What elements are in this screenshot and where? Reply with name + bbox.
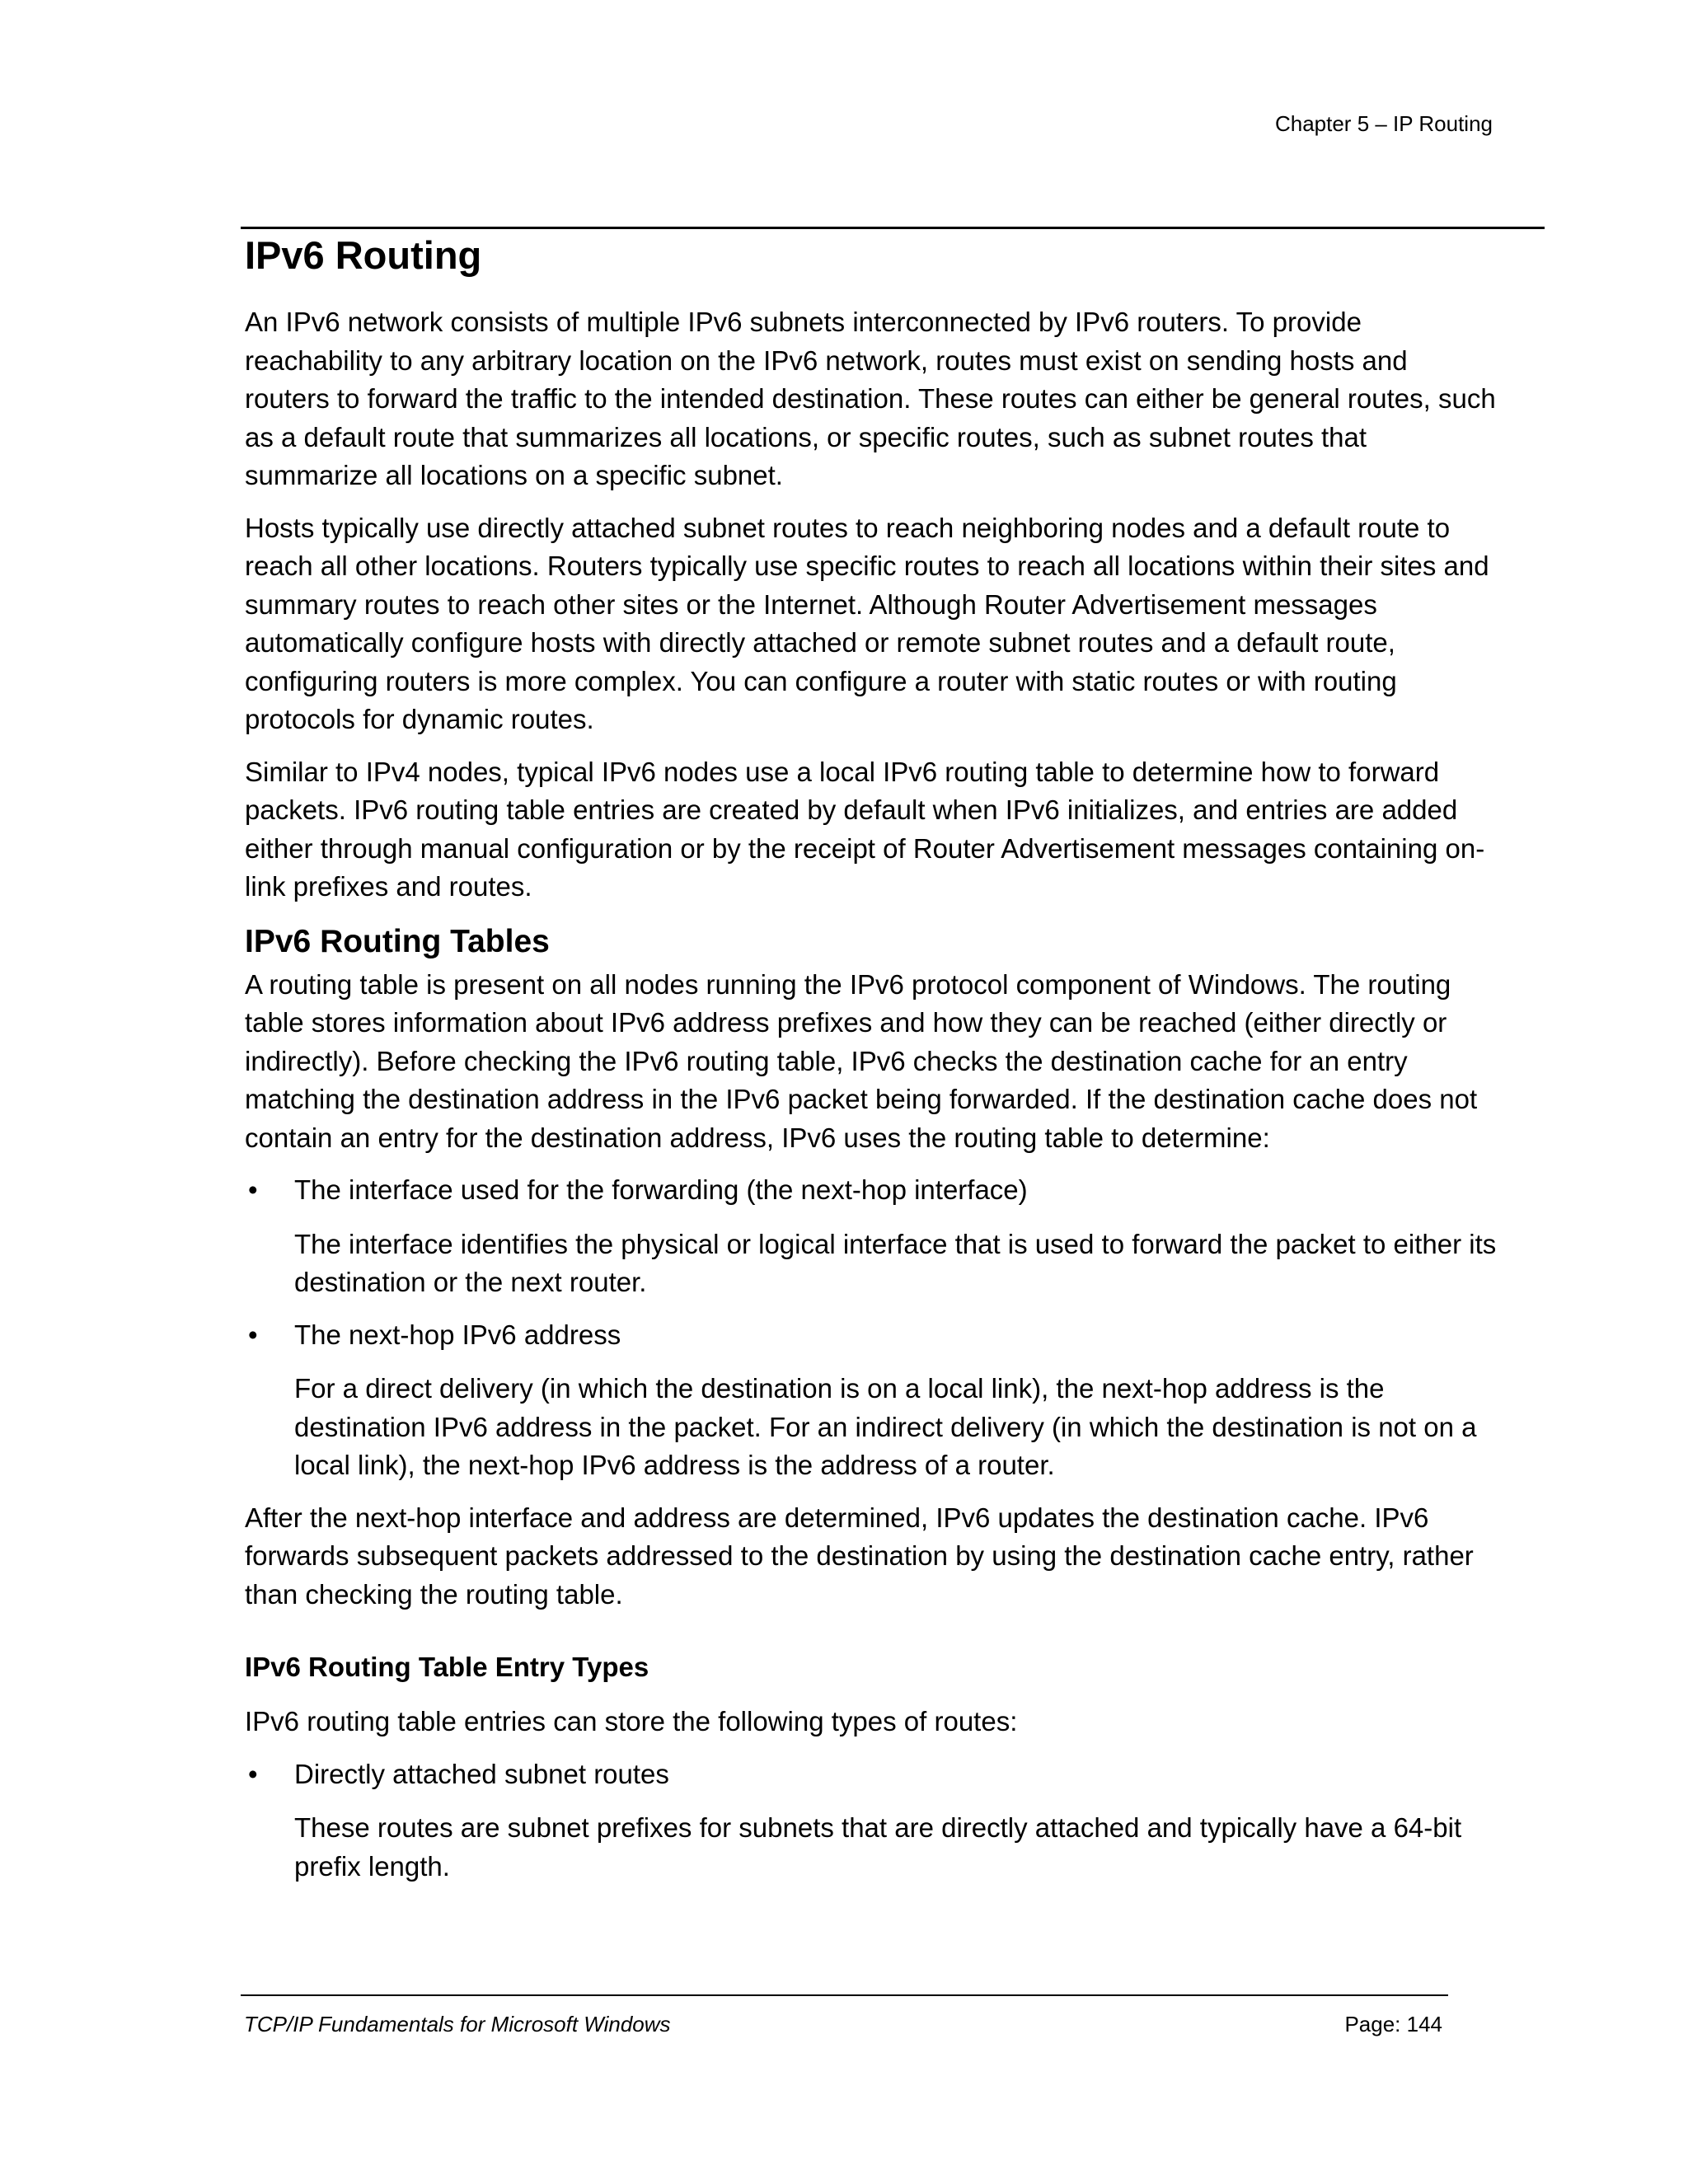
bullet-detail-next-hop-interface: The interface identifies the physical or logical interface that is used to forward the packet to either its destination or the next router.: [294, 1228, 1497, 1297]
bullet-icon: •: [248, 1319, 258, 1350]
bullet-detail-next-hop-address: For a direct delivery (in which the destination is on a local link), the next-hop address is the destination IPv6 address in the packet. For an indirect delivery (in which the destination is not on a local link), the next-hop IPv6 address is the address of a router.: [294, 1373, 1477, 1480]
bullet-item-directly-attached: [245, 1755, 1498, 1794]
bullet-icon: •: [248, 1174, 258, 1205]
header-rule: [241, 227, 1545, 229]
bullet-label: The interface used for the forwarding (the next-hop interface): [294, 1174, 1028, 1205]
bullet-detail-directly-attached: These routes are subnet prefixes for subnets that are directly attached and typically have a 64-bit prefix length.: [294, 1812, 1462, 1882]
running-header: Chapter 5 – IP Routing: [1274, 111, 1493, 136]
bullet-icon: •: [248, 1758, 258, 1789]
footer-page-number: Page: 144: [1344, 2012, 1442, 2036]
intro-paragraph-3: Similar to IPv4 nodes, typical IPv6 nodes use a local IPv6 routing table to determine how to forward packets. IPv6 routing table entries are created by default when IPv6 initializes, and entries are added either through manual configuration or by the receipt of Router Advertisement messages containing on-link prefixes and routes.: [245, 756, 1485, 902]
routing-tables-heading: IPv6 Routing Tables: [245, 923, 550, 959]
routing-tables-intro: A routing table is present on all nodes running the IPv6 protocol component of Windows. The routing table stores information about IPv6 address prefixes and how they can be reached (either directly or indirectly). Before checking the IPv6 routing table, IPv6 checks the destination cache for an entry matching the destination address in the IPv6 packet being forwarded. If the destination cache does not contain an entry for the destination address, IPv6 uses the routing table to determine:: [245, 968, 1478, 1153]
page-title: IPv6 Routing: [245, 233, 482, 277]
entry-types-heading: IPv6 Routing Table Entry Types: [245, 1652, 649, 1682]
footer-book-title: TCP/IP Fundamentals for Microsoft Windows: [244, 2012, 671, 2036]
bullet-item-next-hop-address: [245, 1316, 1498, 1355]
page-body: [245, 231, 1498, 1886]
bullet-label: The next-hop IPv6 address: [294, 1319, 621, 1350]
bullet-label: Directly attached subnet routes: [294, 1758, 669, 1789]
intro-paragraph-2: Hosts typically use directly attached subnet routes to reach neighboring nodes and a default route to reach all other locations. Routers typically use specific routes to reach all locations within their sites and summary routes to reach other sites or the Internet. Although Router Advertisement messages automatically configure hosts with directly attached or remote subnet routes and a default route, configuring routers is more complex. You can configure a router with static routes or with routing protocols for dynamic routes.: [245, 512, 1489, 734]
intro-paragraph-1: An IPv6 network consists of multiple IPv6 subnets interconnected by IPv6 routers. To provide reachability to any arbitrary location on the IPv6 network, routes must exist on sending hosts and routers to forward the traffic to the intended destination. These routes can either be general routes, such as a default route that summarizes all locations, or specific routes, such as subnet routes that summarize all locations on a specific subnet.: [245, 307, 1496, 490]
bullet-item-next-hop-interface: [245, 1171, 1498, 1210]
footer-rule: [241, 1994, 1448, 1996]
entry-types-intro: IPv6 routing table entries can store the following types of routes:: [245, 1706, 1018, 1736]
routing-tables-closing: After the next-hop interface and address are determined, IPv6 updates the destination cache. IPv6 forwards subsequent packets addressed to the destination by using the destination cache entry, rather than checking the routing table.: [245, 1502, 1474, 1610]
